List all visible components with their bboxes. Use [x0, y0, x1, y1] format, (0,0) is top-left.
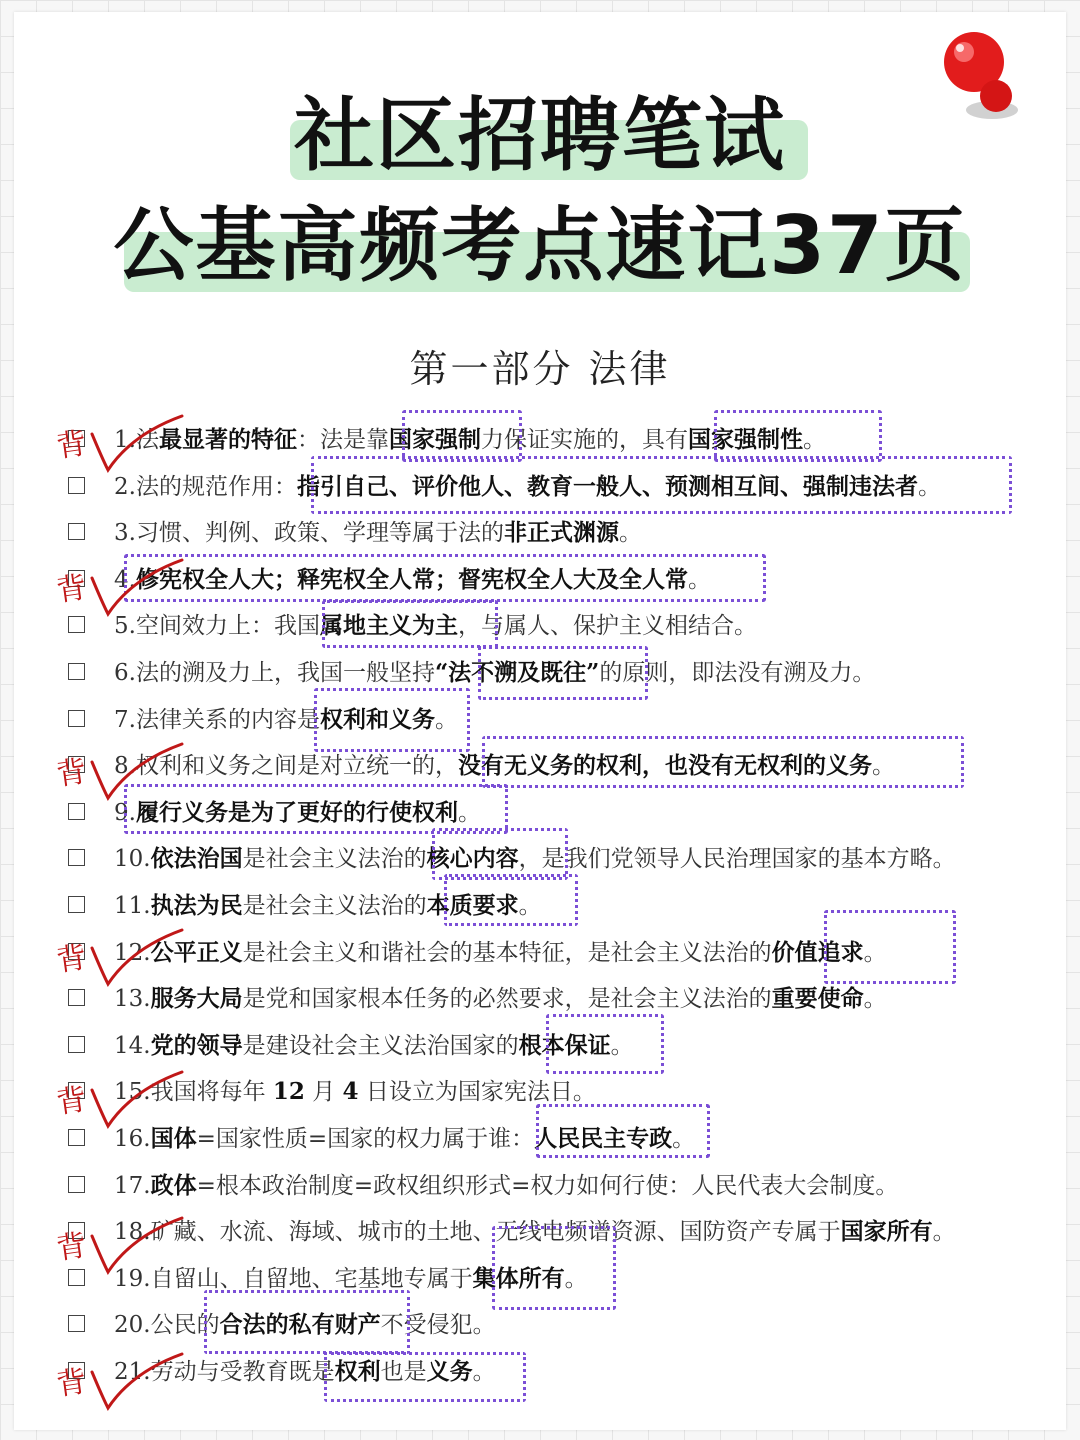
list-item — [62, 839, 1022, 879]
list-item-text — [114, 610, 757, 642]
text-run: 21.劳动与受教育既是 — [114, 1359, 335, 1385]
text-run: ，与属人、保护主义相结合。 — [457, 613, 757, 640]
list-item-text — [114, 1030, 634, 1062]
text-run: 6.法的溯及力上，我国一般坚持 — [114, 660, 435, 686]
text-run: 15.我国将每年 — [114, 1079, 273, 1106]
checkbox[interactable] — [68, 803, 85, 820]
text-run: 月 — [304, 1079, 343, 1106]
list-item-text — [114, 797, 481, 829]
key-term: 最显著的特征 — [158, 426, 297, 453]
key-term: 义务 — [426, 1358, 473, 1385]
list-item-text — [114, 471, 941, 503]
text-run: 13. — [114, 986, 151, 1013]
list-item — [62, 560, 1022, 600]
text-run: 。 — [518, 893, 542, 919]
text-run: 。 — [917, 473, 941, 500]
list-item-text — [114, 1309, 496, 1341]
key-term: 12 — [272, 1078, 305, 1106]
list-item-text — [114, 1356, 496, 1388]
key-term: 本质要求 — [426, 892, 519, 919]
text-run: 16. — [114, 1126, 151, 1152]
list-item-text — [114, 937, 887, 969]
text-run: 12. — [114, 939, 151, 966]
key-term: 权利和义务 — [319, 705, 435, 733]
text-run: 4. — [114, 566, 136, 593]
key-term: 合法的私有财产 — [219, 1311, 381, 1339]
key-term: “法不溯及既往” — [434, 659, 600, 686]
text-run: 5.空间效力上：我国 — [114, 613, 320, 640]
checkbox[interactable] — [68, 756, 85, 773]
checkbox[interactable] — [68, 943, 85, 960]
checkbox[interactable] — [68, 1315, 85, 1332]
text-run: 11. — [114, 893, 151, 919]
list-item-text — [114, 517, 642, 549]
text-run: 17. — [114, 1172, 151, 1199]
checkbox[interactable] — [68, 477, 85, 494]
checkbox[interactable] — [68, 849, 85, 866]
text-run: 是社会主义法治的 — [242, 846, 427, 873]
text-run: 1.法 — [114, 427, 159, 453]
list-item-text — [114, 704, 458, 736]
text-run: =根本政治制度=政权组织形式=权力如何行使：人民代表大会制度。 — [196, 1172, 899, 1199]
key-term: 权利 — [334, 1358, 381, 1385]
text-run: 。 — [932, 1219, 956, 1246]
key-term: 国体 — [150, 1125, 197, 1152]
checkbox[interactable] — [68, 570, 85, 587]
text-run: 。 — [871, 753, 895, 780]
memorize-mark: 背 — [52, 926, 192, 1006]
list-item-text — [114, 1170, 898, 1202]
list-item — [62, 1119, 1022, 1159]
text-run: =国家性质=国家的权力属于谁： — [196, 1126, 535, 1152]
key-term: 党的领导 — [150, 1031, 243, 1059]
text-run: ，是我们党领导人民治理国家的基本方略。 — [518, 846, 956, 873]
list-item — [62, 793, 1022, 833]
text-run: 18.矿藏、水流、海域、城市的土地、无线电频谱资源、国防资产专属于 — [114, 1219, 841, 1246]
checkbox[interactable] — [68, 523, 85, 540]
key-term: 没有无义务的权利，也没有无权利的义务 — [457, 752, 872, 780]
memorize-mark: 背 — [52, 1214, 192, 1294]
list-item — [62, 1026, 1022, 1066]
title-line-2: 公基高频考点速记37页 — [113, 199, 967, 292]
list-item — [62, 1259, 1022, 1299]
list-item-text — [114, 750, 895, 782]
key-term: 人民民主专政 — [534, 1125, 673, 1152]
text-run: 是党和国家根本任务的必然要求，是社会主义法治的 — [242, 986, 772, 1013]
text-run: 。 — [672, 1126, 696, 1152]
list-item — [62, 1305, 1022, 1345]
key-term: 公平正义 — [150, 938, 243, 966]
key-term: 重要使命 — [771, 985, 864, 1013]
text-run: 3.习惯、判例、政策、学理等属于法的 — [114, 520, 504, 547]
list-item — [62, 979, 1022, 1019]
text-run: 。 — [564, 1265, 588, 1292]
text-run: 20.公民的 — [114, 1312, 220, 1339]
memorize-mark: 背 — [52, 740, 192, 820]
checkbox[interactable] — [68, 1222, 85, 1239]
text-run: 是建设社会主义法治国家的 — [242, 1032, 519, 1059]
text-run: 。 — [434, 706, 458, 733]
text-run: 。 — [610, 1032, 634, 1059]
list-item-text — [114, 1123, 695, 1155]
key-term: 依法治国 — [150, 845, 243, 873]
checkbox[interactable] — [68, 1176, 85, 1193]
text-run: 。 — [802, 427, 826, 453]
key-term: 国家强制 — [388, 426, 481, 453]
list-item — [62, 1352, 1022, 1392]
list-item — [62, 606, 1022, 646]
key-term: 履行义务是为了更好的行使权利 — [135, 798, 458, 826]
list-item-text — [114, 1076, 596, 1108]
list-item-text — [114, 843, 956, 875]
text-run: 9. — [114, 799, 136, 826]
text-run: 7.法律关系的内容是 — [114, 706, 320, 733]
key-term: 价值追求 — [771, 938, 864, 966]
list-item-text — [114, 657, 875, 689]
key-term: 国家强制性 — [687, 426, 803, 453]
text-run: 不受侵犯。 — [380, 1312, 496, 1339]
checkbox[interactable] — [68, 710, 85, 727]
text-run: 力保证实施的，具有 — [480, 427, 688, 453]
text-run: 。 — [687, 566, 711, 593]
list-item-text — [114, 890, 542, 922]
list-item-text — [114, 424, 826, 456]
checkbox[interactable] — [68, 430, 85, 447]
text-run: 。 — [457, 799, 481, 826]
text-run: 也是 — [380, 1359, 427, 1385]
key-term: 政体 — [150, 1171, 197, 1199]
checkbox[interactable] — [68, 1082, 85, 1099]
text-run: 19.自留山、自留地、宅基地专属于 — [114, 1265, 473, 1292]
text-run: 。 — [863, 986, 887, 1013]
section-title: 第一部分 法律 — [409, 347, 671, 391]
title-line-1: 社区招聘笔试 — [294, 89, 786, 182]
checkbox[interactable] — [68, 989, 85, 1006]
key-term: 根本保证 — [518, 1031, 611, 1059]
list-item-text — [114, 1263, 588, 1295]
text-run: 的原则，即法没有溯及力。 — [599, 660, 876, 686]
text-run: 日设立为国家宪法日。 — [358, 1079, 596, 1106]
list-item — [62, 933, 1022, 973]
checkbox[interactable] — [68, 1362, 85, 1379]
memorize-mark: 背 — [52, 556, 192, 636]
key-term: 集体所有 — [472, 1264, 565, 1292]
text-run: ：法是靠 — [296, 427, 389, 453]
text-run: 。 — [472, 1359, 496, 1385]
list-item-text — [114, 1216, 956, 1248]
key-term: 服务大局 — [150, 985, 243, 1013]
memorize-mark: 背 — [52, 1350, 192, 1430]
key-term: 核心内容 — [426, 845, 519, 873]
key-term: 4 — [342, 1078, 359, 1106]
list-item — [62, 1166, 1022, 1206]
list-item — [62, 467, 1022, 507]
list-item-text — [114, 983, 887, 1015]
text-run: 是社会主义和谐社会的基本特征，是社会主义法治的 — [242, 939, 772, 966]
key-term: 执法为民 — [150, 892, 243, 919]
key-term: 属地主义为主 — [319, 612, 458, 640]
checkbox[interactable] — [68, 1269, 85, 1286]
list-item — [62, 1072, 1022, 1112]
key-term: 国家所有 — [840, 1218, 933, 1246]
checkbox[interactable] — [68, 896, 85, 913]
text-run: 10. — [114, 846, 151, 873]
text-run: 。 — [863, 939, 887, 966]
text-run: 14. — [114, 1032, 151, 1059]
checkbox[interactable] — [68, 1036, 85, 1053]
text-run: 。 — [618, 520, 642, 547]
memorize-mark: 背 — [52, 1068, 192, 1148]
key-term: 非正式渊源 — [503, 519, 619, 547]
key-term: 指引自己、评价他人、教育一般人、预测相互间、强制违法者 — [296, 472, 918, 500]
text-run: 2.法的规范作用： — [114, 473, 297, 500]
list-item — [62, 1212, 1022, 1252]
list-item — [62, 700, 1022, 740]
list-item — [62, 886, 1022, 926]
list-item-text — [114, 564, 711, 596]
checkbox[interactable] — [68, 663, 85, 680]
list-item — [62, 513, 1022, 553]
checkbox[interactable] — [68, 616, 85, 633]
text-run: 是社会主义法治的 — [242, 893, 427, 919]
memorize-mark: 背 — [52, 412, 192, 492]
list-item — [62, 746, 1022, 786]
checkbox[interactable] — [68, 1129, 85, 1146]
key-term: 修宪权全人大；释宪权全人常；督宪权全人大及全人常 — [135, 565, 688, 593]
list-item — [62, 420, 1022, 460]
list-item — [62, 653, 1022, 693]
text-run: 8.权利和义务之间是对立统一的， — [114, 753, 458, 780]
